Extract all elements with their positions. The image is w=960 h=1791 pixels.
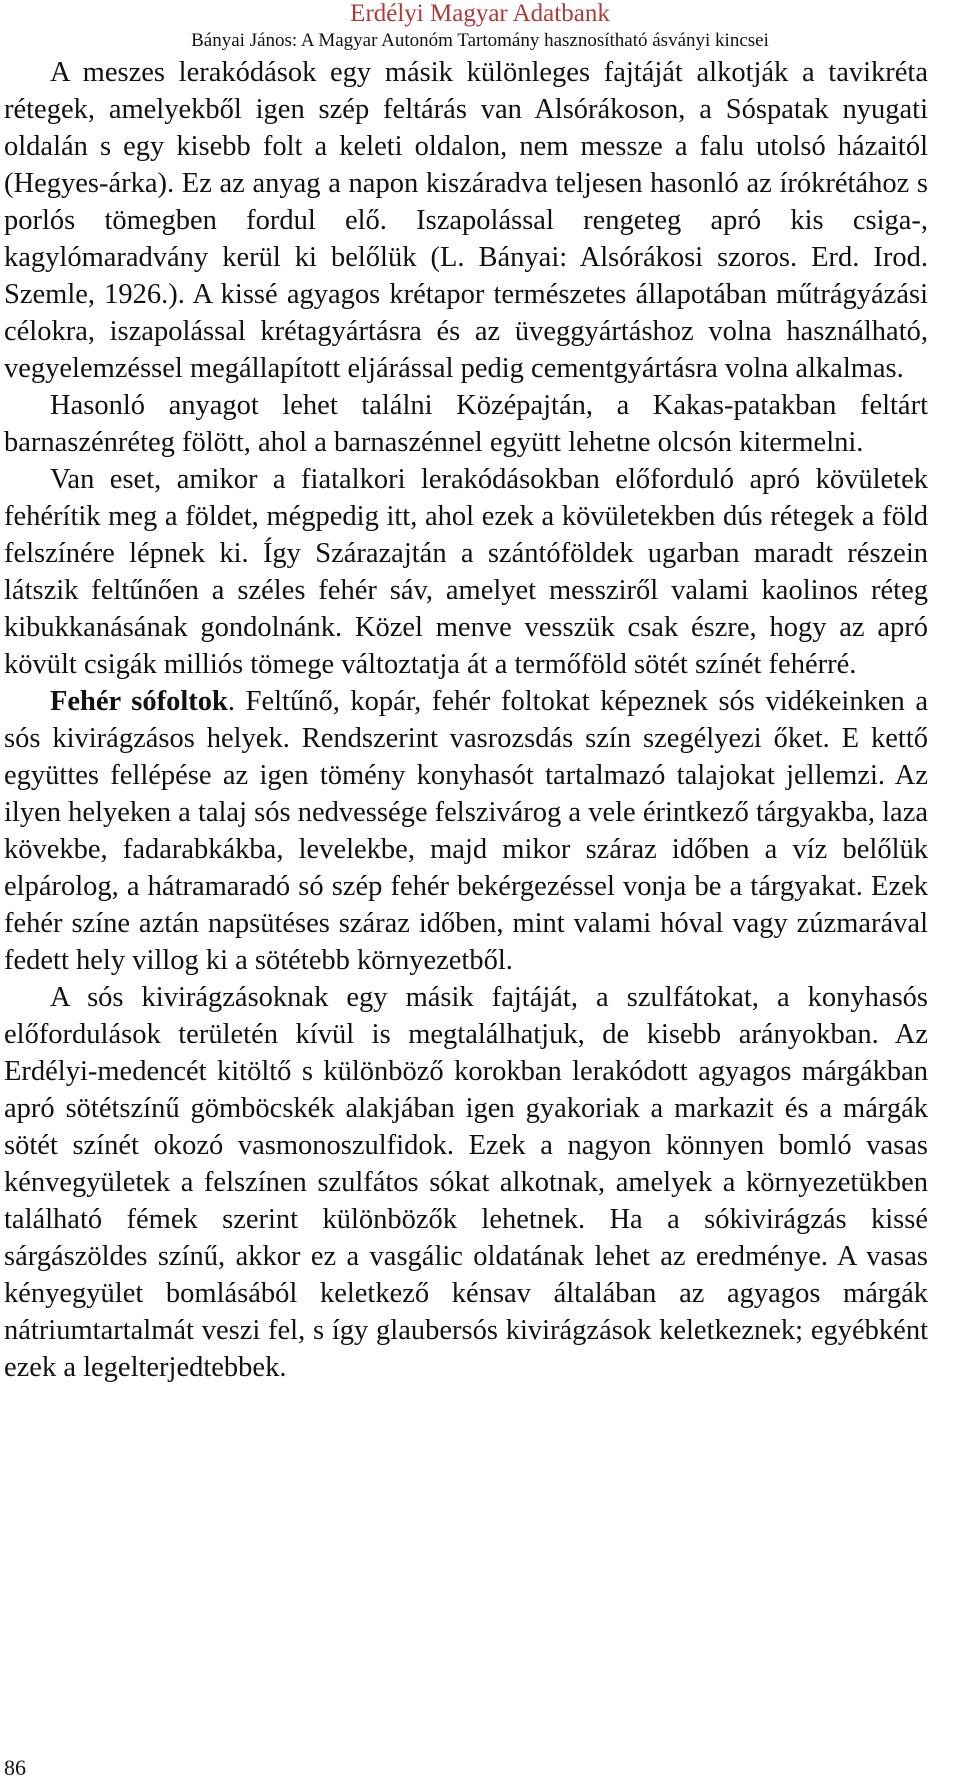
paragraph <box>4 979 928 1386</box>
paragraph-text: A sós kivirágzásoknak egy másik fajtáját, a szulfátokat, a konyhasós előfordulások területén kívül is megtalálhatjuk, de kisebb arányokban. Az Erdélyi-medencét kitöltő s különböző korokban lerakódott agyagos márgákban apró sötétszínű gömböcskék alakjában igen gyakoriak a markazit és a márgák sötét színét okozó vasmonoszulfidok. Ezek a nagyon könnyen bomló vasas kénvegyületek a felszínen szulfátos sókat alkotnak, amelyek a környezetükben található fémek szerint különbözők lehetnek. Ha a sókivirágzás kissé sárgászöldes színű, akkor ez a vasgálic oldatának lehet az eredménye. A vasas kényegyület bomlásából keletkező kénsav általában az agyagos márgák nátriumtartalmát veszi fel, s így glaubersós kivirágzások keletkeznek; egyébként ezek a legelterjedtebbek. <box>4 982 928 1383</box>
section-lead-heading: Fehér sófoltok <box>50 686 228 717</box>
paragraph <box>4 387 928 461</box>
paragraph-text: . Feltűnő, kopár, fehér foltokat képeznek sós vidékeinken a sós kivirágzásos helyek. Rendszerint vasrozsdás szín szegélyezi őket. E kettő együttes fellépése az igen tömény konyhasót tartalmazó talajokat jellemzi. Az ilyen helyeken a talaj sós nedvessége felszivárog a vele érintkező tárgyakba, laza kövekbe, fadarabkákba, levelekbe, majd mikor száraz időben a víz belőlük elpárolog, a hátramaradó só szép fehér bekérgezéssel vonja be a tárgyakat. Ezek fehér színe aztán napsütéses száraz időben, mint valami hóval vagy zúzmarával fedett hely villog ki a sötétebb környezetből. <box>4 686 928 976</box>
paragraph-text: Hasonló anyagot lehet találni Középajtán, a Kakas-patakban feltárt barnaszénréteg fölött, ahol a barnaszénnel együtt lehetne olcsón kitermelni. <box>4 390 928 458</box>
document-subtitle: Bányai János: A Magyar Autonóm Tartomány hasznosítható ásványi kincsei <box>191 30 769 51</box>
document-body <box>4 54 928 1386</box>
site-title: Erdélyi Magyar Adatbank <box>350 0 610 27</box>
paragraph <box>4 683 928 979</box>
page-number: 86 <box>4 1755 26 1780</box>
paragraph-text: A meszes lerakódások egy másik különleges fajtáját alkotják a tavikréta rétegek, amelyekből igen szép feltárás van Alsórákoson, a Sóspatak nyugati oldalán s egy kisebb folt a keleti oldalon, nem messze a falu utolsó házaitól (Hegyes-árka). Ez az anyag a napon kiszáradva teljesen hasonló az írókrétához s porlós tömegben fordul elő. Iszapolással rengeteg apró kis csiga-, kagylómaradvány kerül ki belőlük (L. Bányai: Alsórákosi szoros. Erd. Irod. Szemle, 1926.). A kissé agyagos krétapor természetes állapotában műtrágyázási célokra, iszapolással krétagyártásra és az üveggyártáshoz volna használható, vegyelemzéssel megállapított eljárással pedig cementgyártásra volna alkalmas. <box>4 57 928 384</box>
page-header <box>0 0 960 53</box>
paragraph <box>4 54 928 387</box>
paragraph-text: Van eset, amikor a fiatalkori lerakódásokban előforduló apró kövületek fehérítik meg a földet, mégpedig itt, ahol ezek a kövületekben dús rétegek a föld felszínére lépnek ki. Így Szárazajtán a szántóföldek ugarban maradt részein látszik feltűnően a széles fehér sáv, amelyet messziről valami kaolinos réteg kibukkanásának gondolnánk. Közel menve vesszük csak észre, hogy az apró kövült csigák milliós tömege változtatja át a termőföld sötét színét fehérré. <box>4 464 928 680</box>
paragraph <box>4 461 928 683</box>
